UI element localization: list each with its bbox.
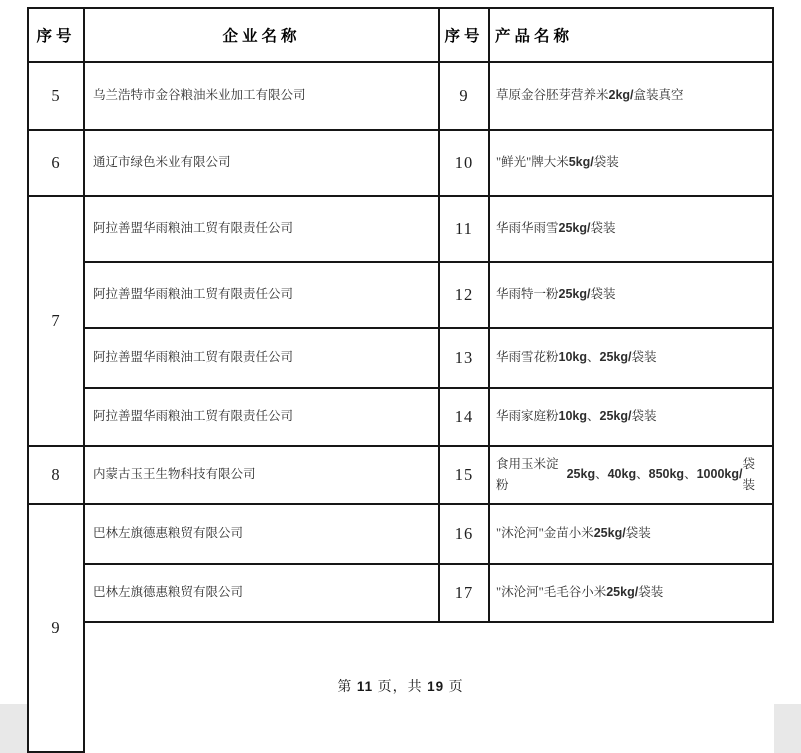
product-serial: 10 <box>440 131 490 197</box>
company-serial: 6 <box>29 131 85 197</box>
company-name: 阿拉善盟华雨粮油工贸有限责任公司 <box>85 263 440 329</box>
product-name: 食用玉米淀粉 25kg 、 40kg 、 850kg 、 1000kg/ 袋装 <box>490 447 774 505</box>
company-serial-merged: 7 <box>29 197 85 447</box>
company-serial: 8 <box>29 447 85 505</box>
product-name: "沐沦河"金苗小米 25kg/ 袋装 <box>490 505 774 565</box>
company-serial: 5 <box>29 63 85 131</box>
company-name: 巴林左旗德惠粮贸有限公司 <box>85 505 440 565</box>
product-name: 华雨特一粉 25kg/ 袋装 <box>490 263 774 329</box>
page-number-footer: 第 11 页，共 19 页 <box>337 679 464 695</box>
product-serial: 17 <box>440 565 490 623</box>
header-product: 产品名称 <box>490 9 774 63</box>
product-name: 华雨家庭粉 10kg 、 25kg/ 袋装 <box>490 389 774 447</box>
company-name: 巴林左旗德惠粮贸有限公司 <box>85 565 440 623</box>
product-serial: 11 <box>440 197 490 263</box>
company-serial-merged-clipped: 9 <box>29 505 85 753</box>
product-name: 草原金谷胚芽营养米 2kg/ 盒装真空 <box>490 63 774 131</box>
product-name: "沐沦河"毛毛谷小米 25kg/ 袋装 <box>490 565 774 623</box>
product-name: 华雨雪花粉 10kg 、 25kg/ 袋装 <box>490 329 774 389</box>
table-viewport <box>27 7 775 637</box>
header-serial-left: 序号 <box>29 9 85 63</box>
company-name: 阿拉善盟华雨粮油工贸有限责任公司 <box>85 329 440 389</box>
header-serial-right: 序号 <box>440 9 490 63</box>
company-name: 阿拉善盟华雨粮油工贸有限责任公司 <box>85 197 440 263</box>
product-serial: 9 <box>440 63 490 131</box>
company-name: 阿拉善盟华雨粮油工贸有限责任公司 <box>85 389 440 447</box>
product-serial: 14 <box>440 389 490 447</box>
product-serial: 12 <box>440 263 490 329</box>
company-name: 乌兰浩特市金谷粮油米业加工有限公司 <box>85 63 440 131</box>
product-serial: 13 <box>440 329 490 389</box>
product-serial: 15 <box>440 447 490 505</box>
company-product-table <box>27 7 774 753</box>
header-company: 企业名称 <box>85 9 440 63</box>
product-serial: 16 <box>440 505 490 565</box>
product-name: 华雨华雨雪 25kg/ 袋装 <box>490 197 774 263</box>
company-name: 内蒙古玉王生物科技有限公司 <box>85 447 440 505</box>
product-name: "鲜光"牌大米 5kg/ 袋装 <box>490 131 774 197</box>
company-name: 通辽市绿色米业有限公司 <box>85 131 440 197</box>
